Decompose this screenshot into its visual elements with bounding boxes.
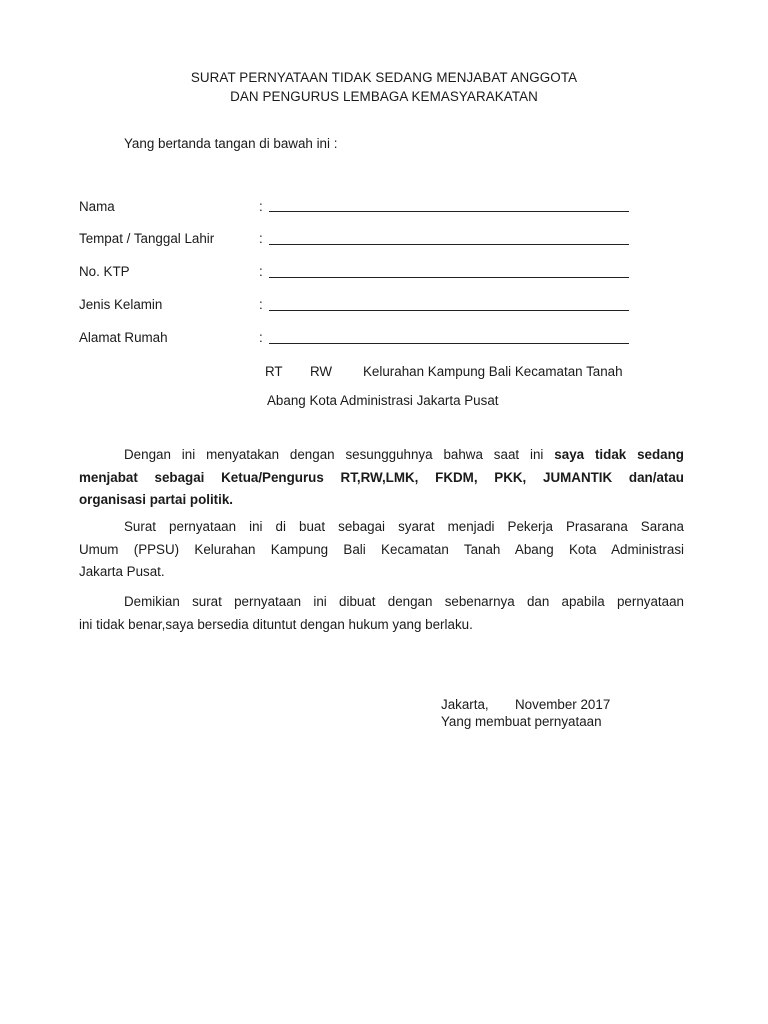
paragraph-closing-line-1 (79, 591, 684, 614)
address-line-2: Abang Kota Administrasi Jakarta Pusat (267, 393, 499, 408)
signature-signer: Yang membuat pernyataan (441, 714, 602, 729)
title-line-1: SURAT PERNYATAAN TIDAK SEDANG MENJABAT ANGGOTA (190, 70, 578, 85)
paragraph-closing (79, 591, 684, 636)
field-line-tempat-tanggal-lahir[interactable] (269, 244, 629, 245)
title-line-2: DAN PENGURUS LEMBAGA KEMASYARAKATAN (230, 89, 538, 104)
declaration-normal-text: Dengan ini menyatakan dengan sesungguhnya bahwa saat ini (124, 447, 544, 462)
paragraph-declaration-line-1 (79, 444, 684, 467)
field-colon: : (259, 264, 263, 279)
field-line-nama[interactable] (269, 211, 629, 212)
field-label-tempat-tanggal-lahir: Tempat / Tanggal Lahir (79, 231, 215, 246)
field-line-jenis-kelamin[interactable] (269, 310, 629, 311)
paragraph-declaration (79, 444, 684, 512)
closing-line-1-text: Demikian surat pernyataan ini dibuat dengan sebenarnya dan apabila pernyataan (124, 594, 684, 609)
signature-city: Jakarta, (441, 697, 489, 712)
address-line-1: Kelurahan Kampung Bali Kecamatan Tanah (363, 364, 623, 379)
field-line-alamat-rumah[interactable] (269, 343, 629, 344)
field-colon: : (259, 330, 263, 345)
address-rw: RW (310, 364, 333, 379)
purpose-line-1-text: Surat pernyataan ini di buat sebagai syarat menjadi Pekerja Prasarana Sarana (124, 519, 684, 534)
field-label-no-ktp: No. KTP (79, 264, 130, 279)
field-label-alamat-rumah: Alamat Rumah (79, 330, 168, 345)
field-label-jenis-kelamin: Jenis Kelamin (79, 297, 163, 312)
paragraph-closing-line-2: ini tidak benar,saya bersedia dituntut dengan hukum yang berlaku. (79, 616, 473, 632)
paragraph-purpose-line-1 (79, 516, 684, 539)
field-line-no-ktp[interactable] (269, 277, 629, 278)
field-colon: : (259, 231, 263, 246)
paragraph-purpose-line-3: Jakarta Pusat. (79, 564, 165, 579)
signature-date: November 2017 (515, 697, 611, 712)
paragraph-purpose (79, 516, 684, 584)
paragraph-declaration-line-3: organisasi partai politik. (79, 492, 234, 507)
field-colon: : (259, 297, 263, 312)
declaration-bold-inline: saya tidak sedang (554, 447, 684, 462)
paragraph-purpose-line-2: Umum (PPSU) Kelurahan Kampung Bali Kecamatan Tanah Abang Kota Administrasi (79, 541, 684, 557)
field-colon: : (259, 199, 263, 214)
paragraph-declaration-line-2: menjabat sebagai Ketua/Pengurus RT,RW,LMK, FKDM, PKK, JUMANTIK dan/atau (79, 469, 684, 485)
field-label-nama: Nama (79, 199, 115, 214)
intro-text: Yang bertanda tangan di bawah ini : (124, 136, 338, 151)
address-rt: RT (265, 364, 283, 379)
